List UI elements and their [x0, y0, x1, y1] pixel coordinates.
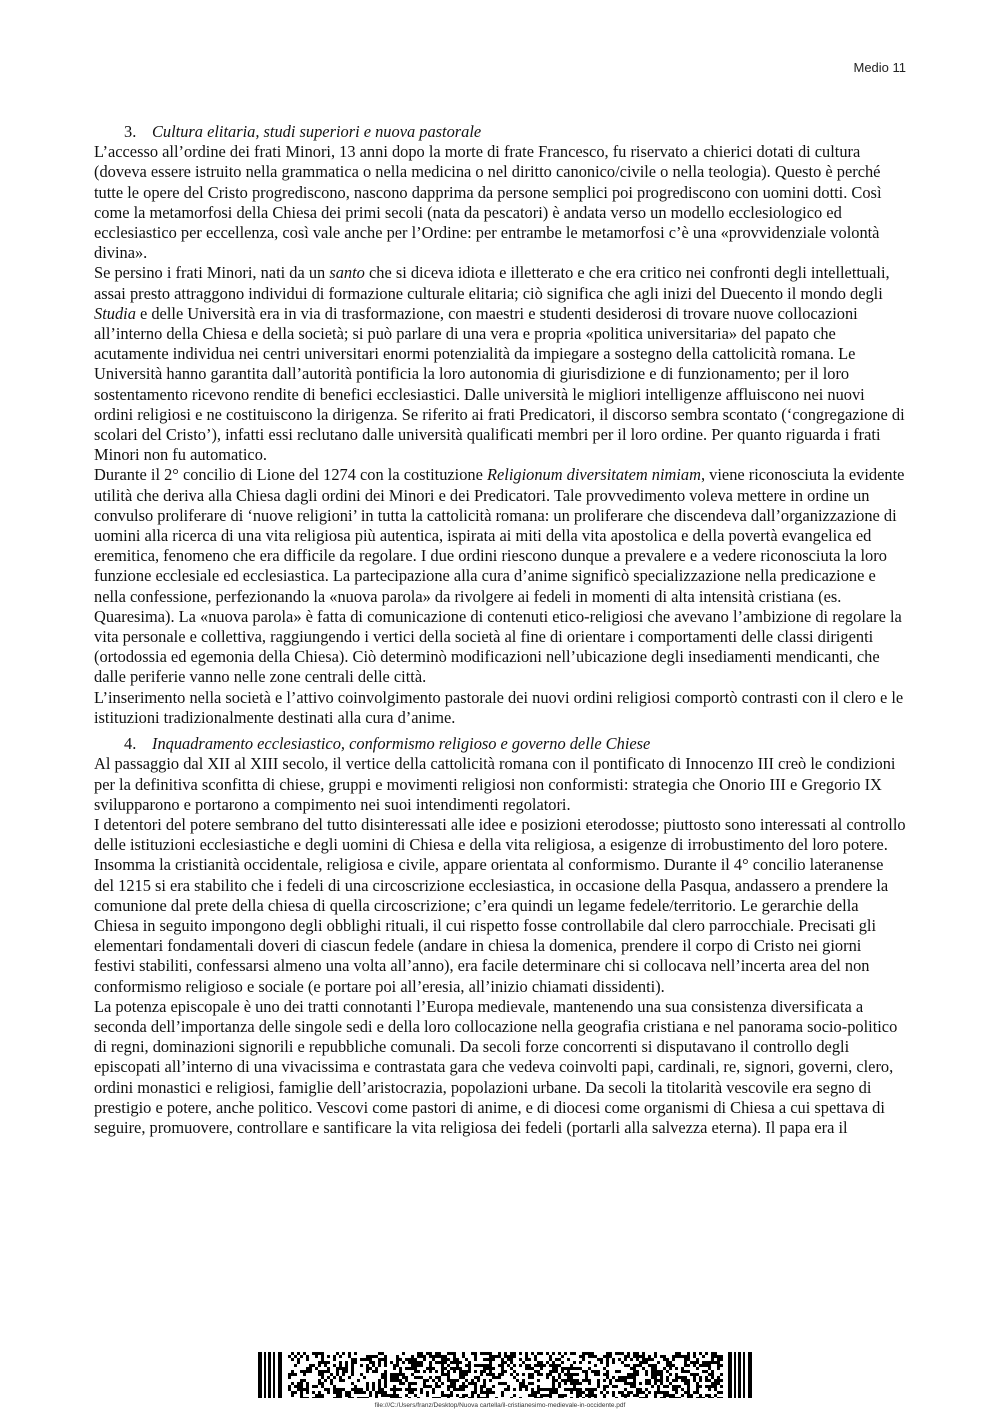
text-run: Se persino i frati Minori, nati da un — [94, 263, 330, 283]
section-3-paragraph-2 — [94, 263, 906, 465]
section-3-title: Cultura elitaria, studi superiori e nuova pastorale — [152, 122, 482, 141]
document-body — [94, 122, 906, 1138]
text-run: Durante il 2° concilio di Lione del 1274 con la costituzione — [94, 465, 487, 485]
section-3-number: 3. — [124, 122, 137, 141]
section-4-number: 4. — [124, 734, 137, 754]
text-run: , viene riconosciuta la evidente utilità che deriva alla Chiesa dagli ordini dei Minori e dei Predicatori. Tale provvedimento voleva mettere in ordine un convulso proliferare di ‘nuove religioni’ in tutta la cattolicità romana: un proliferare che discendeva dall’organizzazione di uomini alla ricerca di una vita religiosa più autentica, ispirata ai miti della vita apostolica e della povertà evangelica ed eremitica, fenomeno che era difficile da regolare. I due ordini riescono dunque a prevalere e a vedere riconosciuta la loro funzione ecclesiale ed ecclesiastica. La partecipazione alla cura d’anime significò specializzazione nella predicazione e nella confessione, perfezionando la «nuova parola» da rivolgere ai fedeli in momenti di alta intensità cristiana (es. Quaresima). La «nuova parola» è fatta di comunicazione di contenuti etico-religiosi che avevano l’ambizione di regolare la vita personale e collettiva, raggiungendo i vertici della società al fine di orientare i comportamenti delle classi dirigenti (ortodossia ed egemonia della Chiesa). Ciò determinò modificazioni nell’ubicazione degli insediamenti mendicanti, che dalle periferie vanno nelle zone centrali delle città. — [94, 465, 905, 687]
text-run: che si diceva idiota e illetterato e che era critico nei confronti degli intellettuali, assai presto attraggono individui di formazione culturale elitaria; ciò significa che agli inizi del Duecento il mondo degli — [94, 263, 890, 303]
italic-run: santo — [329, 263, 365, 283]
section-4-heading — [94, 734, 906, 754]
section-3-paragraph-1: L’accesso all’ordine dei frati Minori, 13 anni dopo la morte di frate Francesco, fu riservato a chierici dotati di cultura (doveva essere istruito nella grammatica o nella medicina o nel diritto canonico/civile o nella teologia). Questo è perché tutte le opere del Cristo progrediscono, nascono dapprima da persone semplici poi progrediscono con uomini dotti. Così come la metamorfosi della Chiesa dei primi secoli (nata da pescatori) è andata verso un modello ecclesiologico ed ecclesiastico per eccellenza, così vale anche per l’Ordine: per entrambe le metamorfosi c’è una «provvidenziale volontà divina». — [94, 142, 882, 263]
section-3-heading — [94, 122, 906, 142]
section-3-paragraph-4: L’inserimento nella società e l’attivo coinvolgimento pastorale dei nuovi ordini religiosi comportò contrasti con il clero e le istituzioni tradizionalmente destinati alla cura d’anime. — [94, 687, 904, 727]
barcode-image — [258, 1352, 754, 1398]
page-header: Medio 11 — [853, 60, 906, 75]
italic-run: Religionum diversitatem nimiam — [487, 465, 701, 485]
italic-run: Studia — [94, 303, 136, 323]
section-4-paragraph-3: La potenza episcopale è uno dei tratti connotanti l’Europa medievale, mantenendo una sua consistenza diversificata a seconda dell’importanza delle singole sedi e della loro collocazione nella geografia cristiana e nel panorama socio-politico di regni, dominazioni signorili e repubbliche comunali. Da secoli forze concorrenti si disputavano il controllo degli episcopati all’interno di una vivacissima e contrastata gara che vedeva coinvolti papi, cardinali, re, signori, governi, clero, ordini monastici e religiosi, famiglie dell’aristocrazia, popolazioni urbane. Da secoli la titolarità vescovile era segno di prestigio e potere, anche politico. Vescovi come pastori di anime, e di diocesi come organismi di Chiesa a cui spettava di seguire, promuovere, controllare e santificare la vita religiosa dei fedeli (portarli alla salvezza eterna). Il papa era il — [94, 996, 898, 1137]
text-run: e delle Università era in via di trasformazione, con maestri e studenti desiderosi di trovare nuove collocazioni all’interno della Chiesa e della società; si può parlare di una vera e propria «politica universitaria» del papato che acutamente individua nei centri universitari enormi potenzialità da impiegare a sostegno della cattolicità romana. Le Università hanno garantita dall’autorità pontificia la loro autonomia di giurisdizione e di funzionamento; per il loro sostentamento ricevono rendite di benefici ecclesiastici. Dalle università le migliori intelligenze affluiscono nei nuovi ordini religiosi e ne costituiscono la dirigenza. Se riferito ai frati Predicatori, il discorso sembra scontato (‘congregazione di scolari del Cristo’), infatti essi reclutano dalle università qualificati membri per il loro ordine. Per quanto riguarda i frati Minori non fu automatico. — [94, 303, 905, 465]
section-4-paragraph-2: I detentori del potere sembrano del tutto disinteressati alle idee e posizioni eterodosse; piuttosto sono interessati al controllo delle istituzioni ecclesiastiche e degli uomini di Chiesa e della vita religiosa, a esigenze di irrobustimento del loro potere. Insomma la cristianità occidentale, religiosa e civile, appare orientata al conformismo. Durante il 4° concilio lateranense del 1215 si era stabilito che i fedeli di una circoscrizione ecclesiastica, in occasione della Pasqua, andassero a prendere la comunione dal prete della chiesa di quella circoscrizione; c’era quindi un legame fedele/territorio. Le gerarchie della Chiesa in seguito impongono degli obblighi rituali, il cui rispetto fosse controllabile dal clero parrocchiale. Precisati gli elementari fondamentali doveri di ciascun fedele (andare in chiesa la domenica, prendere il corpo di Cristo nei giorni festivi stabiliti, confessarsi almeno una volta all’anno), era facile determinare chi si collocava nell’incerta area del non conformismo religioso e sociale (e portare poi all’eresia, all’inizio chiamati dissidenti). — [94, 814, 906, 996]
section-4-paragraph-1: Al passaggio dal XII al XIII secolo, il vertice della cattolicità romana con il pontificato di Innocenzo III creò le condizioni per la definitiva sconfitta di chiese, gruppi e movimenti religiosi non conformisti: strategia che Onorio III e Gregorio IX svilupparono e portarono a compimento nei suoi intendimenti regolatori. — [94, 754, 896, 814]
section-4-title: Inquadramento ecclesiastico, conformismo religioso e governo delle Chiese — [152, 734, 651, 754]
footer-file-path: file:///C:/Users/franz/Desktop/Nuova cartella/il-cristianesimo-medievale-in-occidente.pdf — [374, 1402, 626, 1409]
section-3-paragraph-3 — [94, 465, 906, 687]
